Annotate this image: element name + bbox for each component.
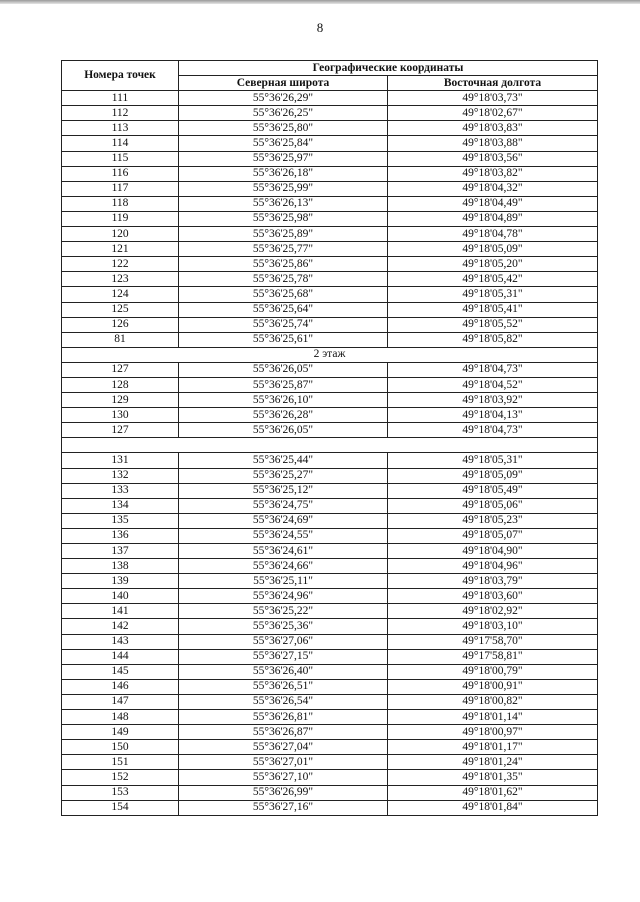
point-number-cell: 117 bbox=[62, 181, 179, 196]
point-number-cell: 113 bbox=[62, 121, 179, 136]
latitude-cell: 55°36'26,25" bbox=[179, 106, 388, 121]
point-number-cell: 136 bbox=[62, 528, 179, 543]
table-row bbox=[62, 242, 598, 257]
longitude-cell: 49°18'01,35" bbox=[388, 770, 598, 785]
longitude-cell: 49°18'04,32" bbox=[388, 181, 598, 196]
table-row bbox=[62, 423, 598, 438]
longitude-cell: 49°18'02,67" bbox=[388, 106, 598, 121]
table-row bbox=[62, 287, 598, 302]
latitude-cell: 55°36'25,99" bbox=[179, 181, 388, 196]
longitude-cell: 49°18'03,92" bbox=[388, 393, 598, 408]
longitude-cell: 49°18'05,20" bbox=[388, 257, 598, 272]
point-number-cell: 125 bbox=[62, 302, 179, 317]
point-number-cell: 150 bbox=[62, 740, 179, 755]
table-row bbox=[62, 227, 598, 242]
point-number-cell: 81 bbox=[62, 332, 179, 347]
table-row bbox=[62, 468, 598, 483]
longitude-cell: 49°18'05,41" bbox=[388, 302, 598, 317]
latitude-cell: 55°36'26,18" bbox=[179, 166, 388, 181]
point-number-cell: 135 bbox=[62, 513, 179, 528]
latitude-cell: 55°36'25,84" bbox=[179, 136, 388, 151]
latitude-cell: 55°36'24,75" bbox=[179, 498, 388, 513]
table-row bbox=[62, 740, 598, 755]
page-number: 8 bbox=[316, 20, 324, 35]
point-number-cell: 118 bbox=[62, 196, 179, 211]
point-number-cell: 144 bbox=[62, 649, 179, 664]
longitude-cell: 49°18'04,96" bbox=[388, 559, 598, 574]
longitude-cell: 49°18'05,82" bbox=[388, 332, 598, 347]
longitude-cell: 49°18'01,84" bbox=[388, 800, 598, 815]
point-number-cell: 149 bbox=[62, 725, 179, 740]
section-label-floor-2-row bbox=[62, 347, 598, 362]
latitude-cell: 55°36'25,86" bbox=[179, 257, 388, 272]
table-row bbox=[62, 211, 598, 226]
longitude-cell: 49°18'05,07" bbox=[388, 528, 598, 543]
point-number-cell: 116 bbox=[62, 166, 179, 181]
point-number-cell: 147 bbox=[62, 694, 179, 709]
point-number-cell: 124 bbox=[62, 287, 179, 302]
point-number-cell: 123 bbox=[62, 272, 179, 287]
point-number-cell: 133 bbox=[62, 483, 179, 498]
point-number-cell: 132 bbox=[62, 468, 179, 483]
latitude-cell: 55°36'25,89" bbox=[179, 227, 388, 242]
latitude-cell: 55°36'26,05" bbox=[179, 423, 388, 438]
latitude-cell: 55°36'25,64" bbox=[179, 302, 388, 317]
latitude-cell: 55°36'24,96" bbox=[179, 589, 388, 604]
point-number-cell: 152 bbox=[62, 770, 179, 785]
table-row bbox=[62, 725, 598, 740]
table-row bbox=[62, 800, 598, 815]
latitude-cell: 55°36'26,87" bbox=[179, 725, 388, 740]
table-row bbox=[62, 634, 598, 649]
point-number-cell: 145 bbox=[62, 664, 179, 679]
latitude-cell: 55°36'26,40" bbox=[179, 664, 388, 679]
table-body bbox=[62, 91, 598, 816]
point-number-cell: 138 bbox=[62, 559, 179, 574]
latitude-cell: 55°36'25,44" bbox=[179, 453, 388, 468]
longitude-cell: 49°18'03,73" bbox=[388, 91, 598, 106]
longitude-cell: 49°18'05,31" bbox=[388, 453, 598, 468]
table-row bbox=[62, 770, 598, 785]
longitude-cell: 49°17'58,70" bbox=[388, 634, 598, 649]
table-row bbox=[62, 408, 598, 423]
longitude-cell: 49°18'01,24" bbox=[388, 755, 598, 770]
latitude-cell: 55°36'25,87" bbox=[179, 377, 388, 392]
table-row bbox=[62, 559, 598, 574]
table-row bbox=[62, 589, 598, 604]
longitude-cell: 49°18'00,79" bbox=[388, 664, 598, 679]
point-number-cell: 140 bbox=[62, 589, 179, 604]
latitude-cell: 55°36'26,28" bbox=[179, 408, 388, 423]
table-row bbox=[62, 453, 598, 468]
point-number-cell: 134 bbox=[62, 498, 179, 513]
longitude-cell: 49°18'03,79" bbox=[388, 574, 598, 589]
point-number-cell: 127 bbox=[62, 362, 179, 377]
table-row bbox=[62, 528, 598, 543]
point-number-cell: 153 bbox=[62, 785, 179, 800]
longitude-cell: 49°18'00,97" bbox=[388, 725, 598, 740]
table-row bbox=[62, 257, 598, 272]
latitude-cell: 55°36'25,78" bbox=[179, 272, 388, 287]
header-point-numbers: Номера точек bbox=[62, 61, 179, 91]
longitude-cell: 49°18'00,91" bbox=[388, 679, 598, 694]
header-geo-coordinates: Географические координаты bbox=[179, 61, 598, 76]
header-north-latitude: Северная широта bbox=[179, 76, 388, 91]
latitude-cell: 55°36'26,29" bbox=[179, 91, 388, 106]
point-number-cell: 121 bbox=[62, 242, 179, 257]
longitude-cell: 49°18'03,88" bbox=[388, 136, 598, 151]
blank-separator-row bbox=[62, 438, 598, 453]
table-row bbox=[62, 393, 598, 408]
latitude-cell: 55°36'27,16" bbox=[179, 800, 388, 815]
longitude-cell: 49°18'02,92" bbox=[388, 604, 598, 619]
longitude-cell: 49°18'05,52" bbox=[388, 317, 598, 332]
table-row bbox=[62, 755, 598, 770]
longitude-cell: 49°18'01,17" bbox=[388, 740, 598, 755]
point-number-cell: 120 bbox=[62, 227, 179, 242]
longitude-cell: 49°18'03,82" bbox=[388, 166, 598, 181]
point-number-cell: 111 bbox=[62, 91, 179, 106]
longitude-cell: 49°18'05,42" bbox=[388, 272, 598, 287]
longitude-cell: 49°18'05,49" bbox=[388, 483, 598, 498]
latitude-cell: 55°36'25,74" bbox=[179, 317, 388, 332]
table-row bbox=[62, 498, 598, 513]
point-number-cell: 128 bbox=[62, 377, 179, 392]
point-number-cell: 141 bbox=[62, 604, 179, 619]
latitude-cell: 55°36'27,10" bbox=[179, 770, 388, 785]
coordinates-table bbox=[61, 60, 598, 816]
latitude-cell: 55°36'24,66" bbox=[179, 559, 388, 574]
latitude-cell: 55°36'27,01" bbox=[179, 755, 388, 770]
latitude-cell: 55°36'26,13" bbox=[179, 196, 388, 211]
table-row bbox=[62, 694, 598, 709]
latitude-cell: 55°36'25,12" bbox=[179, 483, 388, 498]
latitude-cell: 55°36'27,15" bbox=[179, 649, 388, 664]
longitude-cell: 49°17'58,81" bbox=[388, 649, 598, 664]
longitude-cell: 49°18'04,73" bbox=[388, 362, 598, 377]
table-header bbox=[62, 61, 598, 91]
latitude-cell: 55°36'26,51" bbox=[179, 679, 388, 694]
longitude-cell: 49°18'03,10" bbox=[388, 619, 598, 634]
longitude-cell: 49°18'03,83" bbox=[388, 121, 598, 136]
longitude-cell: 49°18'05,23" bbox=[388, 513, 598, 528]
longitude-cell: 49°18'04,13" bbox=[388, 408, 598, 423]
longitude-cell: 49°18'04,52" bbox=[388, 377, 598, 392]
point-number-cell: 119 bbox=[62, 211, 179, 226]
table-row bbox=[62, 362, 598, 377]
latitude-cell: 55°36'25,80" bbox=[179, 121, 388, 136]
longitude-cell: 49°18'04,49" bbox=[388, 196, 598, 211]
longitude-cell: 49°18'03,56" bbox=[388, 151, 598, 166]
latitude-cell: 55°36'25,77" bbox=[179, 242, 388, 257]
point-number-cell: 139 bbox=[62, 574, 179, 589]
table-row bbox=[62, 785, 598, 800]
table-row bbox=[62, 91, 598, 106]
longitude-cell: 49°18'04,78" bbox=[388, 227, 598, 242]
point-number-cell: 143 bbox=[62, 634, 179, 649]
blank-separator bbox=[62, 438, 598, 453]
point-number-cell: 148 bbox=[62, 710, 179, 725]
table-row bbox=[62, 649, 598, 664]
latitude-cell: 55°36'26,54" bbox=[179, 694, 388, 709]
latitude-cell: 55°36'25,68" bbox=[179, 287, 388, 302]
table-row bbox=[62, 196, 598, 211]
point-number-cell: 154 bbox=[62, 800, 179, 815]
point-number-cell: 115 bbox=[62, 151, 179, 166]
table-row bbox=[62, 181, 598, 196]
longitude-cell: 49°18'05,06" bbox=[388, 498, 598, 513]
latitude-cell: 55°36'25,97" bbox=[179, 151, 388, 166]
table-row bbox=[62, 151, 598, 166]
latitude-cell: 55°36'26,10" bbox=[179, 393, 388, 408]
point-number-cell: 112 bbox=[62, 106, 179, 121]
latitude-cell: 55°36'25,36" bbox=[179, 619, 388, 634]
point-number-cell: 126 bbox=[62, 317, 179, 332]
table-row bbox=[62, 574, 598, 589]
longitude-cell: 49°18'04,90" bbox=[388, 544, 598, 559]
longitude-cell: 49°18'05,31" bbox=[388, 287, 598, 302]
point-number-cell: 151 bbox=[62, 755, 179, 770]
point-number-cell: 127 bbox=[62, 423, 179, 438]
latitude-cell: 55°36'25,61" bbox=[179, 332, 388, 347]
latitude-cell: 55°36'27,04" bbox=[179, 740, 388, 755]
point-number-cell: 129 bbox=[62, 393, 179, 408]
point-number-cell: 131 bbox=[62, 453, 179, 468]
point-number-cell: 137 bbox=[62, 544, 179, 559]
section-label-floor-2: 2 этаж bbox=[62, 347, 598, 362]
table-row bbox=[62, 332, 598, 347]
header-east-longitude: Восточная долгота bbox=[388, 76, 598, 91]
longitude-cell: 49°18'01,62" bbox=[388, 785, 598, 800]
latitude-cell: 55°36'25,22" bbox=[179, 604, 388, 619]
longitude-cell: 49°18'04,73" bbox=[388, 423, 598, 438]
latitude-cell: 55°36'25,98" bbox=[179, 211, 388, 226]
table-row bbox=[62, 483, 598, 498]
longitude-cell: 49°18'01,14" bbox=[388, 710, 598, 725]
table-row bbox=[62, 679, 598, 694]
longitude-cell: 49°18'03,60" bbox=[388, 589, 598, 604]
longitude-cell: 49°18'00,82" bbox=[388, 694, 598, 709]
point-number-cell: 122 bbox=[62, 257, 179, 272]
table-row bbox=[62, 664, 598, 679]
latitude-cell: 55°36'26,99" bbox=[179, 785, 388, 800]
table-row bbox=[62, 302, 598, 317]
table-row bbox=[62, 317, 598, 332]
table-row bbox=[62, 710, 598, 725]
latitude-cell: 55°36'27,06" bbox=[179, 634, 388, 649]
table-row bbox=[62, 544, 598, 559]
latitude-cell: 55°36'25,27" bbox=[179, 468, 388, 483]
point-number-cell: 142 bbox=[62, 619, 179, 634]
table-row bbox=[62, 136, 598, 151]
point-number-cell: 146 bbox=[62, 679, 179, 694]
point-number-cell: 114 bbox=[62, 136, 179, 151]
latitude-cell: 55°36'26,81" bbox=[179, 710, 388, 725]
table-row bbox=[62, 272, 598, 287]
longitude-cell: 49°18'05,09" bbox=[388, 242, 598, 257]
latitude-cell: 55°36'24,69" bbox=[179, 513, 388, 528]
scan-edge bbox=[0, 0, 640, 4]
point-number-cell: 130 bbox=[62, 408, 179, 423]
latitude-cell: 55°36'24,55" bbox=[179, 528, 388, 543]
latitude-cell: 55°36'24,61" bbox=[179, 544, 388, 559]
table-row bbox=[62, 166, 598, 181]
table-row bbox=[62, 513, 598, 528]
table-row bbox=[62, 106, 598, 121]
latitude-cell: 55°36'25,11" bbox=[179, 574, 388, 589]
table-row bbox=[62, 619, 598, 634]
latitude-cell: 55°36'26,05" bbox=[179, 362, 388, 377]
longitude-cell: 49°18'04,89" bbox=[388, 211, 598, 226]
table-row bbox=[62, 121, 598, 136]
longitude-cell: 49°18'05,09" bbox=[388, 468, 598, 483]
table-row bbox=[62, 377, 598, 392]
table-row bbox=[62, 604, 598, 619]
